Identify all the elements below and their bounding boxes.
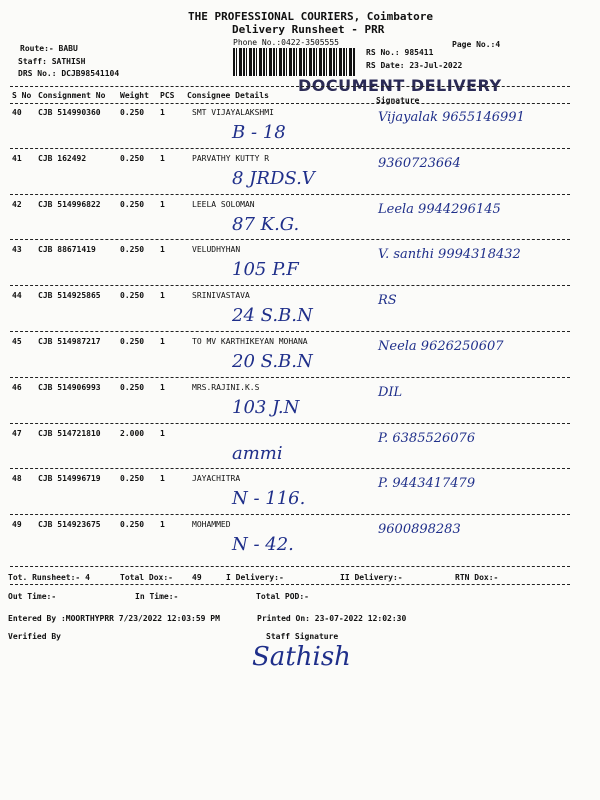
row-sno: 49 [12, 520, 22, 530]
runsheet-title: Delivery Runsheet - PRR [232, 23, 385, 36]
row-signature: 9360723664 [378, 155, 461, 171]
row-pcs: 1 [160, 520, 165, 530]
row-signature: P. 9443417479 [378, 476, 476, 492]
row-divider [10, 331, 570, 332]
printed-on: Printed On: 23-07-2022 12:02:30 [257, 614, 407, 623]
row-consignee-address: N - 116. [232, 488, 306, 510]
row-weight: 0.250 [120, 245, 145, 255]
row-consignee-address: 8 JRDS.V [232, 167, 315, 189]
row-consignee-address: 105 P.F [232, 259, 299, 281]
row-weight: 2.000 [120, 428, 145, 438]
row-pcs: 1 [160, 153, 165, 163]
row-signature: V. santhi 9994318432 [378, 247, 521, 263]
row-divider [10, 468, 570, 469]
row-signature: RS [378, 293, 397, 309]
row-pcs: 1 [160, 291, 165, 301]
row-consignment: CJB 162492 [38, 153, 87, 163]
row-divider [10, 514, 570, 515]
row-consignee-address: N - 42. [232, 534, 294, 556]
row-sno: 47 [12, 428, 22, 438]
page-number: Page No.:4 [452, 40, 501, 49]
drs-number: DRS No.: DCJB98541104 [18, 69, 120, 78]
col-consignment: Consignment No [38, 91, 106, 100]
row-consignee-address: ammi [232, 442, 283, 464]
col-consignee: Consignee Details [187, 91, 269, 100]
row-pcs: 1 [160, 337, 165, 346]
row-consignee-name: JAYACHITRA [192, 474, 241, 484]
row-consignment: CJB 514925865 [38, 291, 101, 301]
out-time: Out Time:- [8, 592, 57, 601]
row-consignee-address: B - 18 [232, 122, 286, 143]
row-consignment: CJB 88671419 [38, 245, 96, 255]
row-sno: 40 [12, 108, 22, 117]
route: Route:- BABU [20, 44, 78, 53]
total-dox-label: Total Dox:- [120, 573, 173, 582]
footer-rule [10, 584, 570, 585]
row-sno: 43 [12, 245, 22, 255]
row-divider [10, 423, 570, 424]
row-pcs: 1 [160, 245, 165, 255]
row-sno: 46 [12, 382, 22, 392]
row-consignment: CJB 514923675 [38, 520, 101, 530]
row-pcs: 1 [160, 199, 165, 209]
row-signature: Leela 9944296145 [378, 201, 501, 217]
row-divider [10, 285, 570, 286]
row-sno: 44 [12, 291, 22, 301]
row-consignee-name: SRINIVASTAVA [192, 291, 250, 301]
row-sno: 42 [12, 199, 22, 209]
row-consignment: CJB 514721810 [38, 428, 101, 438]
col-weight: Weight [120, 91, 149, 100]
i-delivery: I Delivery:- [226, 573, 284, 582]
col-sno: S No [12, 91, 32, 100]
row-consignee-name: MRS.RAJINI.K.S [192, 382, 260, 392]
row-weight: 0.250 [120, 153, 145, 163]
row-consignment: CJB 514996719 [38, 474, 101, 484]
row-consignee-name: SMT VIJAYALAKSHMI [192, 108, 274, 117]
header-rule-bottom [10, 103, 570, 104]
total-pod: Total POD:- [256, 592, 309, 601]
row-pcs: 1 [160, 428, 165, 438]
row-divider [10, 377, 570, 378]
staff-signature-label: Staff Signature [266, 632, 339, 641]
col-pcs: PCS [160, 91, 175, 100]
tot-runsheet: Tot. Runsheet:- 4 [8, 573, 90, 582]
row-signature: DIL [378, 384, 403, 400]
row-consignment: CJB 514990360 [38, 108, 101, 117]
row-divider [10, 148, 570, 149]
staff-signature: Sathish [252, 642, 351, 672]
row-weight: 0.250 [120, 382, 145, 392]
row-consignee-name: LEELA SOLOMAN [192, 199, 255, 209]
row-sno: 45 [12, 337, 22, 346]
row-consignee-name: TO MV KARTHIKEYAN MOHANA [192, 337, 308, 346]
col-signature: Signature [376, 96, 420, 105]
row-signature: 9600898283 [378, 522, 461, 538]
row-consignee-address: 87 K.G. [232, 213, 300, 235]
row-sno: 48 [12, 474, 22, 484]
row-pcs: 1 [160, 108, 165, 117]
row-weight: 0.250 [120, 337, 145, 346]
total-dox-value: 49 [192, 573, 202, 582]
phone-number: Phone No.:0422-3505555 [233, 38, 339, 47]
row-weight: 0.250 [120, 108, 145, 117]
row-weight: 0.250 [120, 474, 145, 484]
row-pcs: 1 [160, 382, 165, 392]
staff-name: Staff: SATHISH [18, 57, 86, 66]
row-weight: 0.250 [120, 520, 145, 530]
row-consignee-address: 24 S.B.N [232, 305, 313, 327]
row-pcs: 1 [160, 474, 165, 484]
row-consignment: CJB 514906993 [38, 382, 101, 392]
document-delivery-stamp: DOCUMENT DELIVERY [298, 76, 502, 95]
table-rule-bottom [10, 566, 570, 567]
row-consignee-address: 103 J.N [232, 396, 300, 418]
in-time: In Time:- [135, 592, 179, 601]
row-consignee-name: MOHAMMED [192, 520, 231, 530]
header-rule-top [10, 86, 570, 87]
row-weight: 0.250 [120, 199, 145, 209]
entered-by: Entered By :MOORTHYPRR 7/23/2022 12:03:59 PM [8, 614, 220, 623]
row-divider [10, 239, 570, 240]
row-consignee-name: VELUDHYHAN [192, 245, 241, 255]
rtn-dox: RTN Dox:- [455, 573, 499, 582]
rs-date: RS Date: 23-Jul-2022 [366, 61, 463, 70]
row-consignee-address: 20 S.B.N [232, 351, 313, 372]
row-divider [10, 194, 570, 195]
row-signature: Neela 9626250607 [378, 339, 504, 354]
row-signature: Vijayalak 9655146991 [378, 110, 525, 125]
row-consignment: CJB 514996822 [38, 199, 101, 209]
row-consignment: CJB 514987217 [38, 337, 101, 346]
verified-by: Verified By [8, 632, 61, 641]
row-consignee-name: PARVATHY KUTTY R [192, 153, 270, 163]
company-title: THE PROFESSIONAL COURIERS, Coimbatore [188, 10, 434, 23]
row-weight: 0.250 [120, 291, 145, 301]
ii-delivery: II Delivery:- [340, 573, 403, 582]
rs-number: RS No.: 985411 [366, 48, 434, 57]
row-signature: P. 6385526076 [378, 430, 476, 446]
row-sno: 41 [12, 153, 22, 163]
barcode [233, 48, 355, 76]
